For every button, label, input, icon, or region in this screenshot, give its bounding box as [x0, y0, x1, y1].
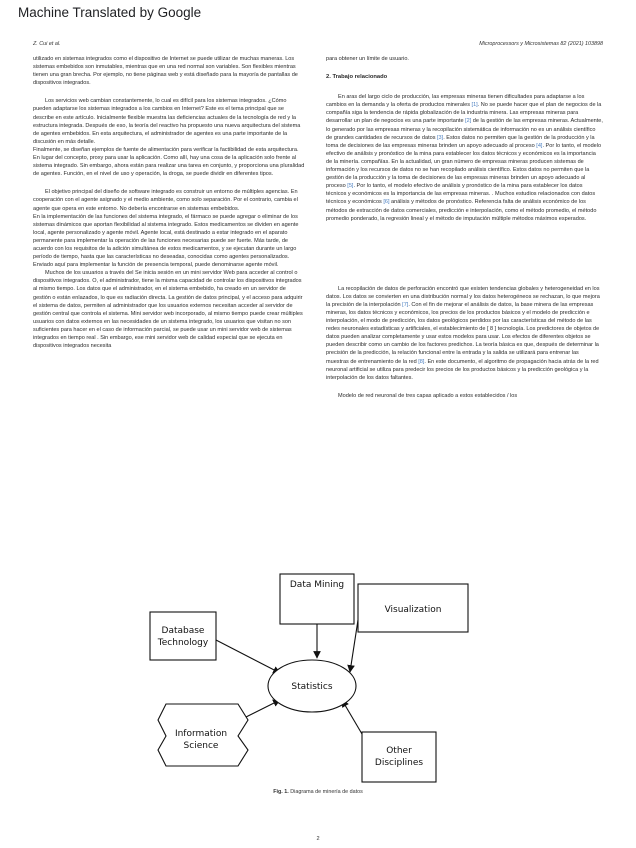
section-heading: 2. Trabajo relacionado	[326, 74, 388, 81]
text-run: análisis y métodos de pronóstico. Referencia falta de análisis económico de los métodos de extracción de datos comerciales, predicción e interpolación, como el método promedio, el método promedio ponderado, la regresión lineal y el método de imputación múltiple métodos máximos esperados.	[326, 199, 597, 222]
text-run: En aras del largo ciclo de producción, las empresas mineras tienen dificultades para adaptarse a los cambios en la demanda y la oferta de productos minerales	[326, 94, 585, 109]
node-label: Visualization	[384, 605, 442, 615]
page-number: 2	[316, 836, 320, 842]
caption-text: Diagrama de minería de datos	[288, 789, 363, 795]
left-column	[33, 55, 305, 360]
citation-link[interactable]: [5]	[347, 183, 354, 190]
citation-link[interactable]: [1]	[471, 102, 478, 109]
text-run: . En este documento, el algoritmo de propagación hacia atrás de la red neuronal artificial se utiliza para predecir los precios de los productos básicos y la predicción geológica y la interpolación de los datos faltantes.	[326, 358, 599, 381]
paragraph: utilizado en sistemas integrados como el dispositivo de Internet se puede utilizar de muchas maneras. Los sistemas embebidos son inmutables, mientras que en una red normal son variables. Son flexibles mientras tienen una gran brecha. Por ejemplo, no tiene páginas web y está diseñado para la mayoría de pantallas de dispositivos integrados.	[33, 56, 298, 87]
arrow-visualization	[350, 620, 358, 672]
text-run: La recopilación de datos de perforación encontró que existen tendencias globales y heterogeneidad en los datos. Los datos se convierten en una distribución normal y los datos heterogéneos se rechazan, lo que mejora la precisión de la interpolación	[326, 285, 600, 308]
citation-link[interactable]: [7]	[402, 301, 409, 308]
text-run: . Con el fin de mejorar el análisis de datos, la base minera de las empresas mineras, los datos técnicos y económicos, los precios de los productos básicos y el modelo de predicción e interpolación, el modo de predicción, los datos geológicos perdidos por las características del método de las redes neuronales estadísticas y artificiales, el establecimiento de [ 8 ] tecnología. Los predictores de objetos de datos pueden analizar completamente y usar estos modelos para usar. Los efectos de diferentes objetos se pueden describir como un cambio de los factores predichos. La teoría básica es que, después de determinar la precisión de la predicción, la relación funcional entre la entrada y la salida se utilizará para entrenar las muestras de entrenamiento de la red	[326, 301, 600, 365]
node-label: Database	[161, 626, 205, 636]
running-head-authors: Z. Cui et al.	[33, 41, 61, 47]
paragraph: Los servicios web cambian constantemente, lo cual es difícil para los sistemas integrados. ¿Cómo pueden adaptarse los sistemas integrados a los cambios en Internet? Este es el tema principal que se describe en este artículo. Inicialmente flexible muestra las deficiencias actuales de la tecnología de red y la estructura integrada. Después de eso, la teoría del reactivo ha propuesto una nueva arquitectura del sistema de agentes embebidos. En esta arquitectura, el administrador de agentes es una parte importante de la discusión en más detalle.	[33, 98, 301, 145]
paragraph: En la implementación de las funciones del sistema integrado, el fármaco se puede agregar o eliminar de los sistemas dinámicos que aportan flexibilidad al sistema integrado. Estos medicamentos se dividen en agente local, agente personalizado y agente móvil. Agente local, está destinado a estar integrado en el aparato permanente para implementar la operación de las funciones necesarias puede ser fuerte. Más tarde, de acuerdo con los requisitos de la adición simultánea de estos medicamentos, y se ejecutan durante un largo período de tiempo, hasta que las características no deseadas, conocidas como agentes personalizados.	[33, 213, 299, 261]
figure-caption	[0, 789, 636, 795]
arrow-other-disciplines	[342, 700, 362, 734]
node-label: Technology	[157, 638, 209, 648]
arrow-database-technology	[216, 640, 280, 673]
text-run: . Estos datos no permiten que la gestión de la producción y la toma de decisiones de las empresas mineras brinden un apoyo adecuado al proceso	[326, 134, 595, 149]
figure-data-mining-diagram	[130, 572, 490, 788]
paragraph: para obtener un límite de usuario.	[326, 56, 409, 62]
paragraph: Modelo de red neuronal de tres capas aplicado a estos establecidos / los	[338, 392, 518, 399]
paragraph: Finalmente, se diseñan ejemplos de fuente de alimentación para verificar la factibilidad de esta arquitectura. En lugar del concepto, proxy para usar la aplicación. Como allí, hay una cosa de la aplicación solo frente al sistema integrado. Sin embargo, ahora están para realizar una tarea en conjunto, y proporciona una pluralidad de agentes. Función, en el nivel de uso y operación, la droga, se puede dividir en diferentes tipos.	[33, 146, 305, 178]
node-label: Science	[183, 741, 219, 751]
text-run: de la gestión de las empresas mineras. Actualmente, lo generado por las empresas mineras y la recopilación sistemática de información no es un análisis científico de grandes cantidades de recursos de datos	[326, 118, 603, 141]
citation-link[interactable]: [3]	[437, 134, 444, 141]
citation-link[interactable]: [8]	[418, 358, 425, 365]
node-database-technology	[150, 612, 216, 660]
paragraph-related-work	[326, 93, 603, 223]
node-label: Information	[174, 729, 228, 739]
citation-link[interactable]: [2]	[465, 118, 472, 125]
paragraph: Enviado aquí para implementar la función de presencia temporal, puede denominarse agente móvil.	[33, 262, 279, 269]
text-run: . Por lo tanto, el modelo efectivo de análisis y pronóstico de la mina para establecer los datos técnicos y económicos es la importancia de la minería. compañías. En la actualidad, un gran número de empresas mineras producen sistemas de información y los recursos de datos no se han recopilado análisis científico. Estos datos no permiten que la gestión de la producción y la toma de decisiones de las empresas mineras brinden un apoyo adecuado al proceso	[326, 142, 602, 190]
node-label: Disciplines	[374, 758, 424, 768]
node-other-disciplines	[362, 732, 436, 782]
center-label: Statistics	[291, 682, 333, 692]
paragraph-data-collection	[326, 285, 603, 382]
node-label: Other	[386, 746, 412, 756]
citation-link[interactable]: [6]	[383, 199, 390, 206]
text-run: . No se puede hacer que el plan de negocios de la compañía siga la tendencia de rápida globalización de la industria minera. Las empresas mineras para desarrollar un plan de negocios es una parte importante	[326, 102, 602, 125]
paragraph: Muchos de los usuarios a través del Se inicia sesión en un mini servidor Web para acceder al control o dispositivos integrados. O, el administrador, tiene la misma capacidad de controlar los dispositivos integrados al mismo tiempo. Los datos que el administrador, en el sistema embebido, ha creado en un servidor de gestión o están enlazados, lo que es radiación directa. La gestión de datos principal, y el acceso para adquirir el sistema de datos, permiten al administrador que los usuarios externos necesitan acceder al servidor de gestión central que controla el sistema. Mini servidor web incorporado, al mismo tiempo puede crear múltiples usuarios con datos externos en las necesidades de un sistema integrado, los usuarios que visitan no son suficientes para hacer en el caso de información parcial, se puede usar un mini servidor web de sistemas integrados en tiempo real . Sin embargo, ese mini servidor web de calidad especial que se ejecuta en dispositivos integrados necesita	[33, 270, 303, 350]
running-head-journal: Microprocessors y Microsistemas 82 (2021) 103898	[479, 41, 603, 47]
translation-banner: Machine Translated by Google	[18, 5, 202, 20]
text-run: . Por lo tanto, el modelo efectivo de análisis y pronóstico de la mina para establecer los datos técnicos y económicos es la importancia de las empresas mineras. . Muchos estudios relacionados con datos técnicos y económicos	[326, 183, 596, 206]
citation-link[interactable]: [4]	[536, 142, 543, 149]
caption-prefix: Fig. 1.	[273, 789, 289, 795]
right-column	[326, 55, 603, 410]
paragraph: El objetivo principal del diseño de software integrado es construir un entorno de múltiples agencias. En cooperación con el agente asignado y el medio ambiente, como solo separación. Por el contrario, cambia el agente que opera en este entorno. No debería encontrarse en sistemas embebidos.	[33, 189, 298, 212]
node-label: Data Mining	[289, 580, 345, 590]
diagram-svg	[130, 572, 490, 788]
